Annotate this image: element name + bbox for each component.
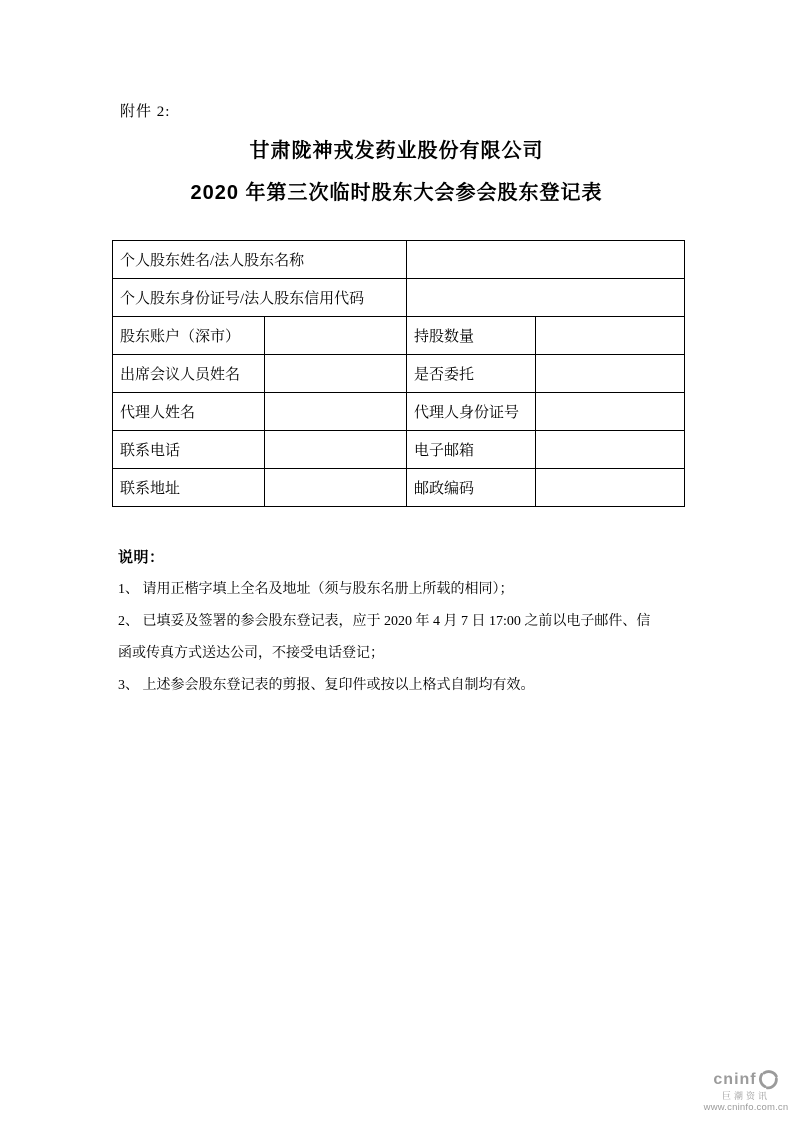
table-row xyxy=(113,355,685,393)
field-value-phone xyxy=(265,431,407,469)
table-row xyxy=(113,393,685,431)
field-value-shareholder-account xyxy=(265,317,407,355)
cninfo-url: www.cninfo.com.cn xyxy=(703,1102,789,1113)
notes-heading: 说明： xyxy=(118,550,165,566)
cninfo-watermark xyxy=(702,1069,790,1113)
table-row xyxy=(113,241,685,279)
table-row xyxy=(113,279,685,317)
field-label-shareholder-account: 股东账户（深市） xyxy=(113,317,265,355)
field-value-is-proxy xyxy=(536,355,685,393)
note-item-2-line-1: 2、 已填妥及签署的参会股东登记表，应于 2020 年 4 月 7 日 17:00 之前以电子邮件、信 xyxy=(118,614,651,629)
field-label-email: 电子邮箱 xyxy=(407,431,536,469)
cninfo-swirl-icon xyxy=(758,1069,779,1090)
field-label-proxy-id: 代理人身份证号 xyxy=(407,393,536,431)
table-row xyxy=(113,317,685,355)
field-label-is-proxy: 是否委托 xyxy=(407,355,536,393)
shareholder-registration-table xyxy=(112,240,685,507)
field-label-shareholder-name: 个人股东姓名/法人股东名称 xyxy=(113,241,407,279)
field-value-id-number xyxy=(407,279,685,317)
field-label-attendee-name: 出席会议人员姓名 xyxy=(113,355,265,393)
field-label-proxy-name: 代理人姓名 xyxy=(113,393,265,431)
field-label-shares-held: 持股数量 xyxy=(407,317,536,355)
field-value-shareholder-name xyxy=(407,241,685,279)
cninfo-chinese-name: 巨潮资讯 xyxy=(721,1091,770,1101)
field-value-postcode xyxy=(536,469,685,507)
note-item-2-line-2: 函或传真方式送达公司，不接受电话登记； xyxy=(118,646,384,661)
field-label-id-number: 个人股东身份证号/法人股东信用代码 xyxy=(113,279,407,317)
field-value-email xyxy=(536,431,685,469)
field-value-attendee-name xyxy=(265,355,407,393)
field-value-address xyxy=(265,469,407,507)
note-item-3: 3、 上述参会股东登记表的剪报、复印件或按以上格式自制均有效。 xyxy=(118,678,535,693)
company-name-title: 甘肃陇神戎发药业股份有限公司 xyxy=(249,140,544,162)
field-value-shares-held xyxy=(536,317,685,355)
field-label-postcode: 邮政编码 xyxy=(407,469,536,507)
field-value-proxy-name xyxy=(265,393,407,431)
table-row xyxy=(113,431,685,469)
form-title: 2020 年第三次临时股东大会参会股东登记表 xyxy=(190,182,603,204)
field-label-phone: 联系电话 xyxy=(113,431,265,469)
field-value-proxy-id xyxy=(536,393,685,431)
attachment-label: 附件 2: xyxy=(120,104,171,120)
note-item-1: 1、 请用正楷字填上全名及地址（须与股东名册上所载的相同）； xyxy=(118,582,514,597)
table-row xyxy=(113,469,685,507)
notes-section xyxy=(118,542,684,702)
field-label-address: 联系地址 xyxy=(113,469,265,507)
cninfo-brand-text: cninf xyxy=(713,1070,757,1088)
